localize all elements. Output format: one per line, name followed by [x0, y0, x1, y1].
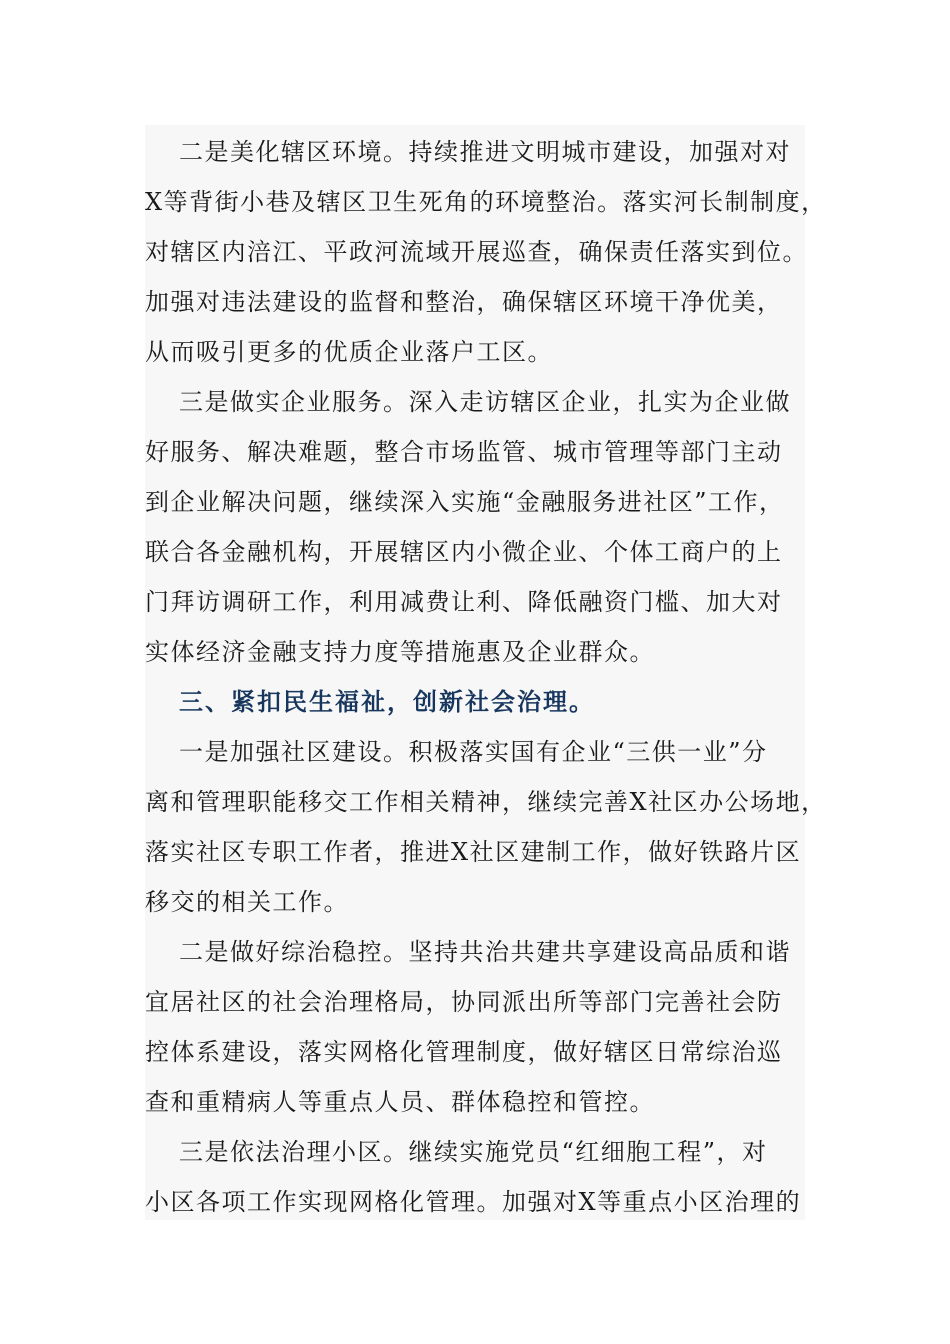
paragraph-line: 小区各项工作实现网格化管理。加强对X等重点小区治理的	[145, 1188, 802, 1216]
paragraph-line: 好服务、解决难题，整合市场监管、城市管理等部门主动	[145, 438, 783, 466]
paragraph-line: X等背街小巷及辖区卫生死角的环境整治。落实河长制制度，	[145, 188, 827, 216]
paragraph-line: 联合各金融机构，开展辖区内小微企业、个体工商户的上	[145, 538, 783, 566]
paragraph-line: 移交的相关工作。	[145, 888, 349, 916]
paragraph-line: 到企业解决问题，继续深入实施“金融服务进社区”工作，	[145, 488, 785, 516]
section-heading: 三、紧扣民生福祉，创新社会治理。	[179, 687, 595, 716]
paragraph-line: 宜居社区的社会治理格局，协同派出所等部门完善社会防	[145, 988, 783, 1016]
paragraph-line: 二是做好综治稳控。坚持共治共建共享建设高品质和谐	[179, 938, 791, 966]
paragraph-line: 三是依法治理小区。继续实施党员“红细胞工程”，对	[179, 1138, 768, 1166]
paragraph-line: 门拜访调研工作，利用减费让利、降低融资门槛、加大对	[145, 588, 783, 616]
paragraph-line: 实体经济金融支持力度等措施惠及企业群众。	[145, 638, 655, 666]
paragraph-line: 离和管理职能移交工作相关精神，继续完善X社区办公场地，	[145, 788, 827, 816]
paragraph-line: 三是做实企业服务。深入走访辖区企业，扎实为企业做	[179, 388, 791, 416]
paragraph-line: 落实社区专职工作者，推进X社区建制工作，做好铁路片区	[145, 838, 802, 866]
paragraph-line: 从而吸引更多的优质企业落户工区。	[145, 338, 553, 366]
paragraph-line: 一是加强社区建设。积极落实国有企业“三供一业”分	[179, 738, 768, 766]
paragraph-line: 二是美化辖区环境。持续推进文明城市建设，加强对对	[179, 138, 791, 166]
paragraph-line: 加强对违法建设的监督和整治，确保辖区环境干净优美，	[145, 288, 783, 316]
document-page	[145, 125, 827, 1220]
paragraph-line: 控体系建设，落实网格化管理制度，做好辖区日常综治巡	[145, 1038, 783, 1066]
paragraph-line: 对辖区内涪江、平政河流域开展巡查，确保责任落实到位。	[145, 238, 808, 266]
paragraph-line: 查和重精病人等重点人员、群体稳控和管控。	[145, 1088, 655, 1116]
